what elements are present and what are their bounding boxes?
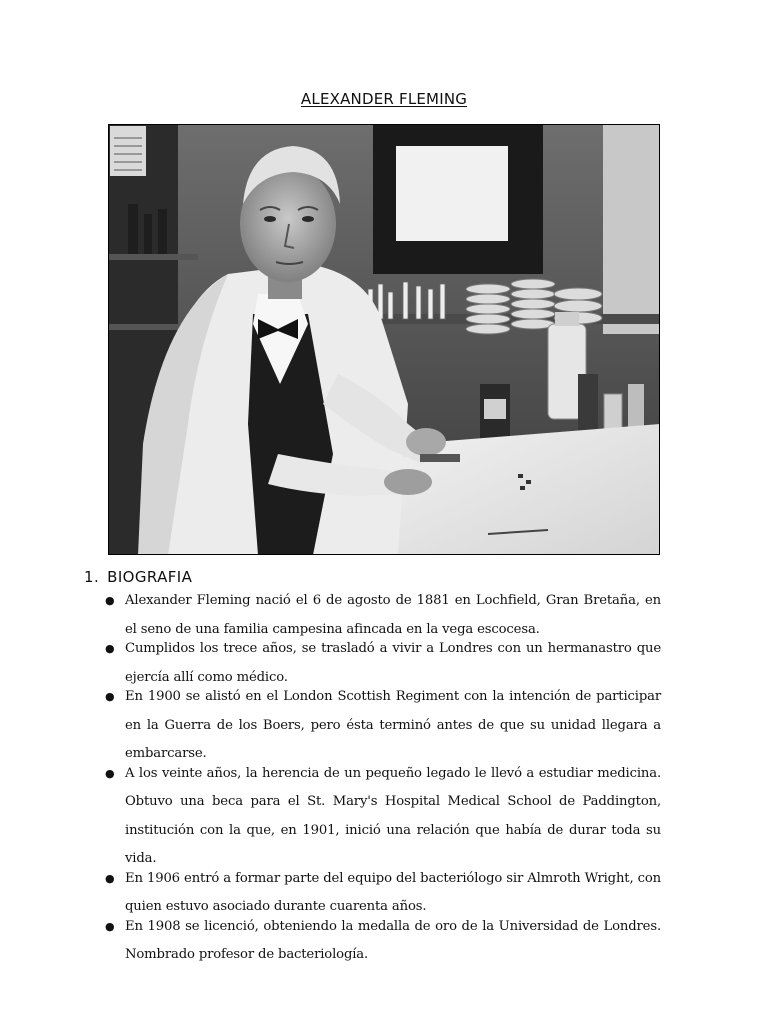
biography-list	[105, 587, 661, 962]
bullet-icon: ●	[105, 766, 115, 780]
list-item-text: En 1908 se licenció, obteniendo la medalla de oro de la Universidad de Londres. Nombrado profesor de bacteriología.	[125, 918, 661, 962]
list-item-text: Cumplidos los trece años, se trasladó a vivir a Londres con un hermanastro que ejercía allí como médico.	[125, 641, 661, 685]
bullet-icon: ●	[105, 919, 115, 933]
bullet-icon: ●	[105, 594, 115, 607]
section-heading	[84, 568, 192, 586]
bullet-icon: ●	[105, 642, 115, 655]
portrait-photo	[108, 124, 660, 555]
section-number: 1.	[84, 568, 100, 586]
list-item-text: Alexander Fleming nació el 6 de agosto de 1881 en Lochfield, Gran Bretaña, en el seno de una familia campesina afincada en la vega escocesa.	[125, 593, 661, 637]
bullet-icon: ●	[105, 690, 115, 703]
list-item	[105, 913, 661, 970]
list-item-text: En 1906 entró a formar parte del equipo del bacteriólogo sir Almroth Wright, con quien estuvo asociado durante cuarenta años.	[125, 870, 661, 914]
section-title: BIOGRAFIA	[107, 568, 193, 586]
list-item-text: A los veinte años, la herencia de un pequeño legado le llevó a estudiar medicina. Obtuvo una beca para el St. Mary's Hospital Medical School de Paddington, institución con la que, en 1901, inició una relación que había de durar toda su vida.	[125, 765, 661, 866]
document-title: ALEXANDER FLEMING	[300, 90, 468, 108]
list-item	[105, 683, 661, 769]
bullet-icon: ●	[105, 871, 115, 885]
list-item-text: En 1900 se alistó en el London Scottish Regiment con la intención de participar en la Guerra de los Boers, pero ésta terminó antes de que su unidad llegara a embarcarse.	[125, 689, 661, 761]
list-item	[105, 760, 661, 874]
